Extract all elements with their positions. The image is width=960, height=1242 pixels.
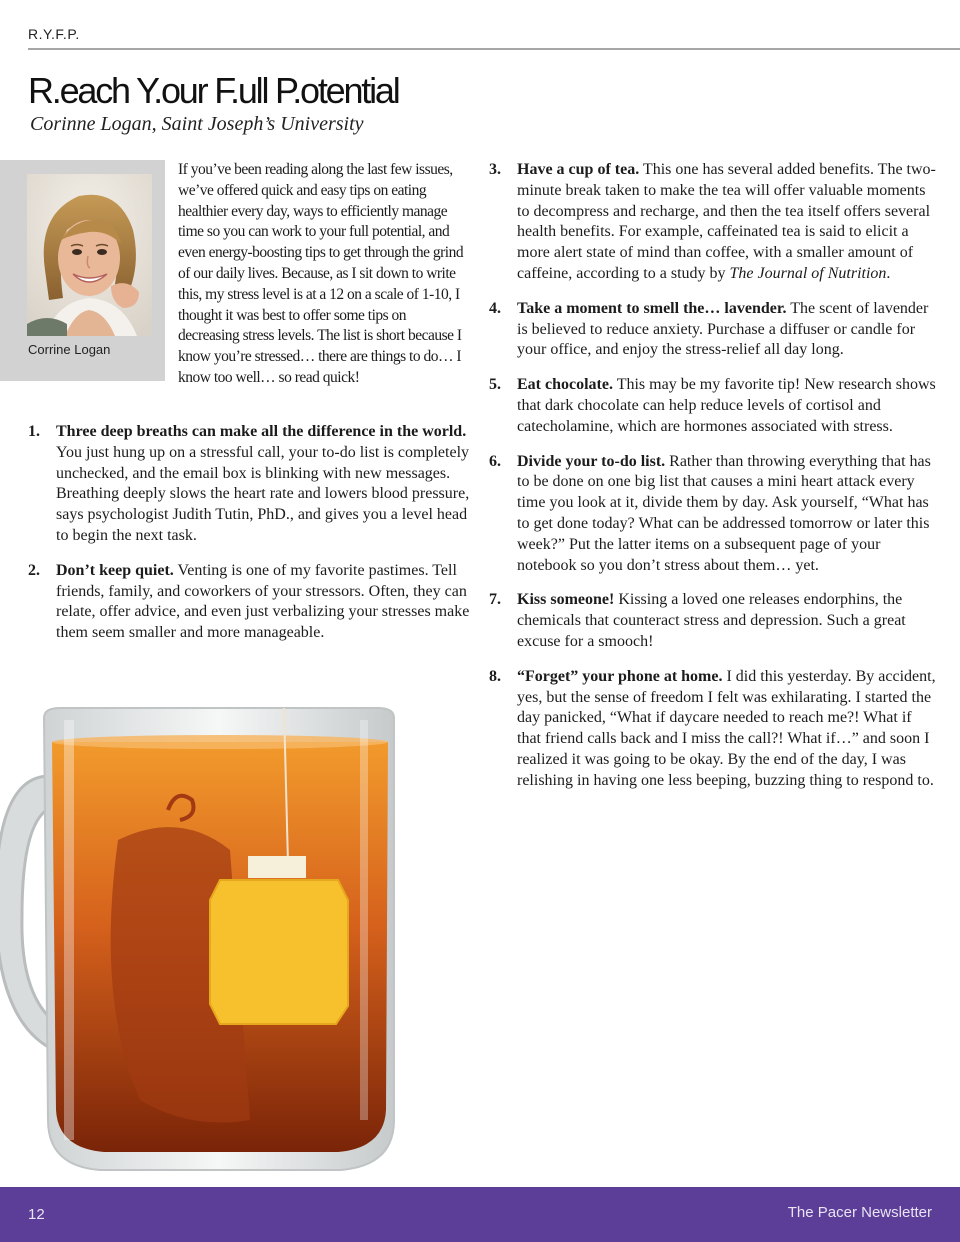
tip-heading: Eat chocolate. bbox=[517, 376, 613, 394]
tip-body: Rather than throwing everything that has to be done on one big list that causes a mini heart attack every time you look at it, divide them by day. Ask yourself, “What has to get done today? What can be addressed tomorrow or later this week?” Put the latter items on a subsequent page of your notebook so you don’t stress about them… yet. bbox=[517, 452, 931, 574]
author-photo bbox=[27, 174, 152, 336]
tip-number: 2. bbox=[28, 561, 40, 579]
tip-body: I did this yesterday. By accident, yes, but the sense of freedom I felt was exhilarating. I started the day panicked, “What if daycare needed to reach me?! What if that friend calls back and I miss the call?! What if…” and soon I realized it was going to be okay. By the end of the day, I was relishing in having one less beeping, buzzing thing to respond to. bbox=[517, 667, 936, 789]
header-rule bbox=[28, 48, 960, 50]
tip-number: 8. bbox=[489, 667, 501, 685]
tip-number: 5. bbox=[489, 376, 501, 394]
tip-end: . bbox=[886, 264, 891, 282]
tips-list-left bbox=[28, 422, 476, 658]
tip-item bbox=[489, 375, 937, 437]
tip-item bbox=[489, 452, 937, 577]
tip-heading: Take a moment to smell the… lavender. bbox=[517, 299, 787, 317]
section-label: R.Y.F.P. bbox=[28, 26, 80, 42]
article-byline: Corinne Logan, Saint Joseph’s University bbox=[30, 113, 364, 135]
tip-heading: Three deep breaths can make all the difference in the world. bbox=[56, 423, 467, 440]
publication-name: The Pacer Newsletter bbox=[787, 1204, 932, 1221]
right-column bbox=[489, 160, 937, 806]
intro-paragraph: If you’ve been reading along the last few issues, we’ve offered quick and easy tips on eating healthier every day, ways to efficiently manage time so you can work to your full potential, and even energy-boosting tips to get through the grind of our daily lives. Because, as I sit down to write this, my stress level is at a 12 on a scale of 1-10, I thought it was best to offer some tips on decreasing stress levels. The list is short because I know you’re stressed… there are things to do… I know too well… so read quick! bbox=[178, 161, 464, 386]
photo-caption: Corrine Logan bbox=[28, 342, 111, 357]
tip-item bbox=[28, 422, 476, 547]
tip-item bbox=[489, 299, 937, 361]
tip-number: 4. bbox=[489, 299, 501, 317]
page-number: 12 bbox=[28, 1206, 45, 1223]
tip-body: This one has several added benefits. The two-minute break taken to make the tea will offer valuable moments to decompress and recharge, and then the tea itself offers several health benefits. For example, caffeinated tea is said to elicit a more alert state of mind than coffee, with a smaller amount of caffeine, according to a study by bbox=[517, 161, 936, 282]
tip-number: 1. bbox=[28, 423, 40, 440]
tip-source: The Journal of Nutrition bbox=[729, 264, 887, 282]
tip-heading: “Forget” your phone at home. bbox=[517, 667, 723, 685]
tip-body: You just hung up on a stressful call, your to-do list is completely unchecked, and the email box is blinking with new messages. Breathing deeply slows the heart rate and lowers blood pressure, says psychologist Judith Tutin, PhD., and gives you a level head to begin the next task. bbox=[56, 443, 470, 544]
tip-number: 3. bbox=[489, 161, 501, 178]
tip-number: 6. bbox=[489, 452, 501, 470]
tip-item bbox=[489, 667, 937, 792]
tips-list-right bbox=[489, 160, 937, 792]
tea-mug-image bbox=[0, 700, 400, 1180]
tip-heading: Kiss someone! bbox=[517, 591, 615, 609]
author-photo-box bbox=[0, 160, 165, 381]
tip-body: Venting is one of my favorite pastimes. Tell friends, family, and coworkers of your stressors. Often, they can relate, offer advice, and even just verbalizing your stresses make them seem smaller and more manageable. bbox=[56, 561, 470, 642]
tip-body: Kissing a loved one releases endorphins, the chemicals that counteract stress and depression. Such a great excuse for a smooch! bbox=[517, 591, 906, 650]
tip-heading: Divide your to-do list. bbox=[517, 452, 666, 470]
tip-heading: Have a cup of tea. bbox=[517, 161, 640, 178]
author-portrait-image bbox=[27, 174, 152, 336]
tip-body: The scent of lavender is believed to reduce anxiety. Purchase a diffuser or candle for your office, and enjoy the stress-relief all day long. bbox=[517, 299, 929, 359]
tip-heading: Don’t keep quiet. bbox=[56, 561, 174, 579]
footer-bar bbox=[0, 1187, 960, 1242]
tip-item bbox=[28, 561, 476, 644]
tip-number: 7. bbox=[489, 591, 501, 609]
tip-item bbox=[489, 590, 937, 652]
tip-item bbox=[489, 160, 937, 285]
article-title: R.each Y.our F.ull P.otential bbox=[28, 70, 399, 111]
tip-body: This may be my favorite tip! New research shows that dark chocolate can help reduce levels of cortisol and catecholamine, which are hormones associated with stress. bbox=[517, 376, 936, 435]
